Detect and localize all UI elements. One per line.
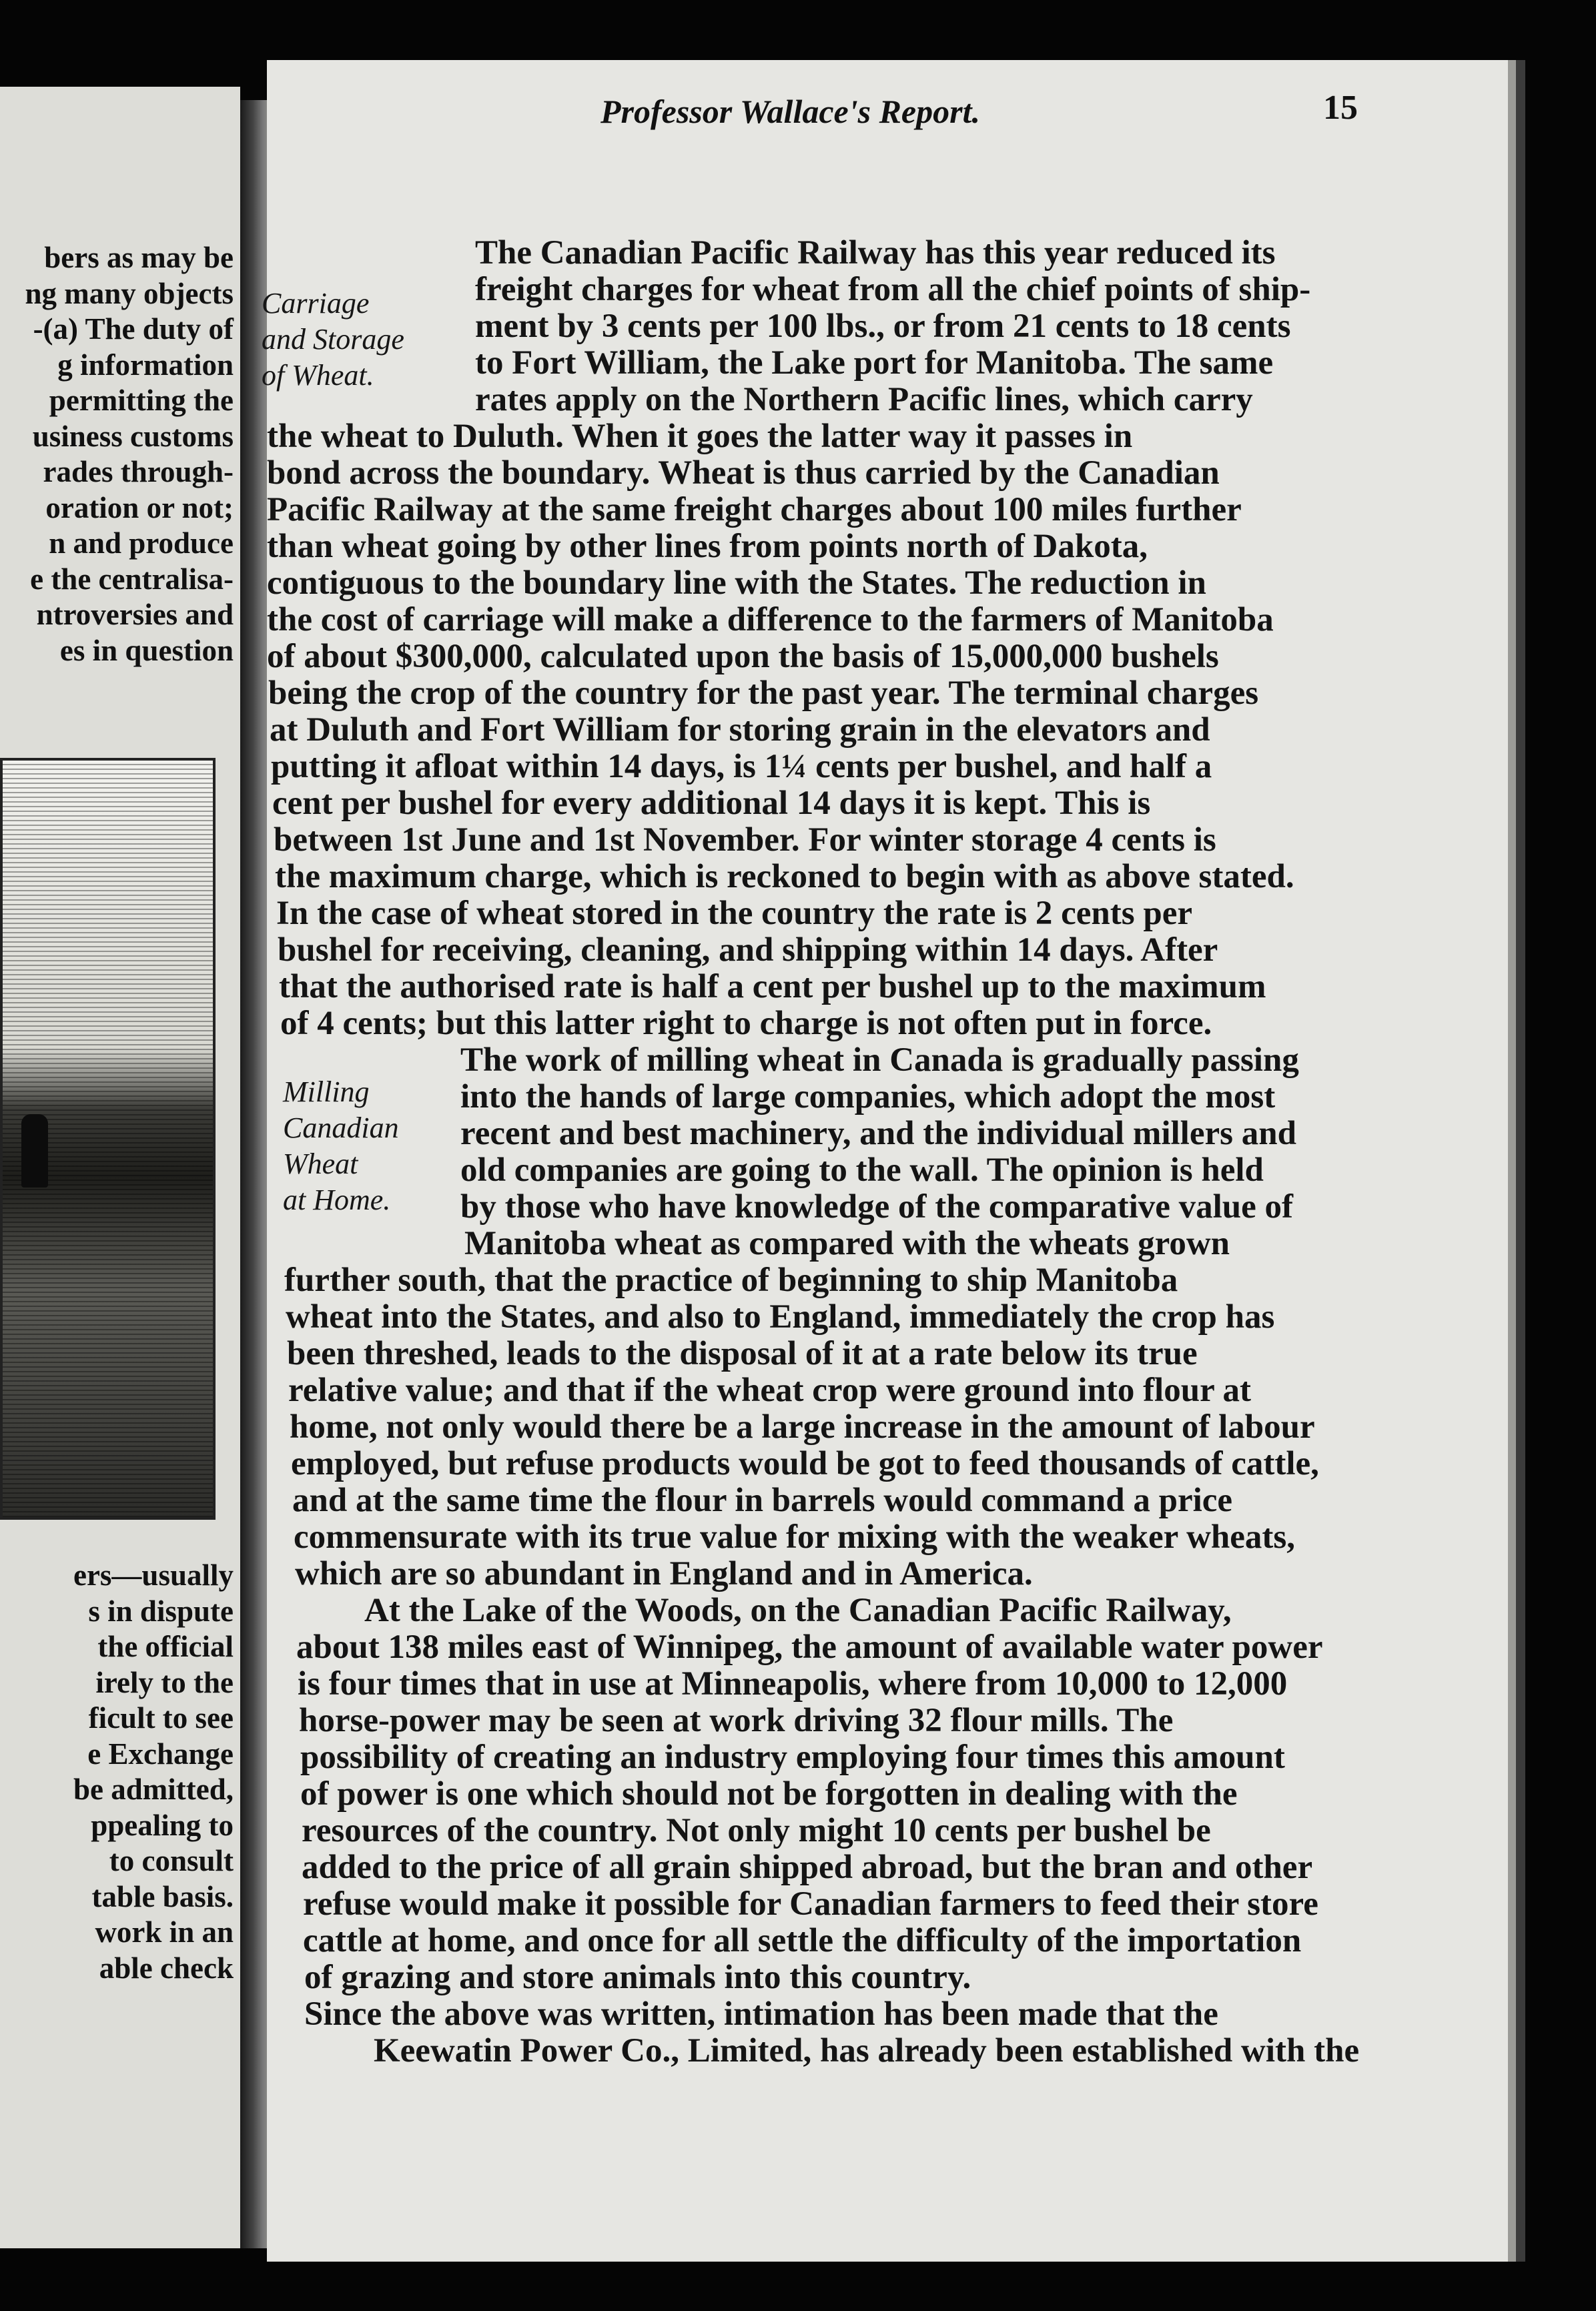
body-line: by those who have knowledge of the comparative value of	[460, 1188, 1294, 1226]
facing-line: ntroversies and	[36, 598, 234, 631]
facing-line: ers—usually	[73, 1558, 234, 1592]
facing-line: es in question	[59, 633, 234, 667]
body-line: bushel for receiving, cleaning, and shipping within 14 days. After	[278, 931, 1218, 969]
sidenote-line: Wheat	[283, 1147, 358, 1180]
facing-line: permitting the	[49, 384, 234, 417]
facing-line: be admitted,	[73, 1773, 234, 1806]
body-line: freight charges for wheat from all the chief points of ship-	[475, 271, 1311, 308]
sidenote-carriage	[262, 286, 404, 394]
body-line: refuse would make it possible for Canadian farmers to feed their store	[303, 1885, 1318, 1923]
figure-silhouette	[21, 1114, 48, 1188]
body-line: relative value; and that if the wheat crop were ground into flour at	[288, 1372, 1252, 1409]
body-line: being the crop of the country for the past year. The terminal charges	[268, 674, 1259, 712]
body-line: to Fort William, the Lake port for Manitoba. The same	[475, 344, 1274, 382]
facing-line: able check	[99, 1951, 234, 1985]
facing-line: ficult to see	[88, 1701, 234, 1735]
body-line: been threshed, leads to the disposal of it at a rate below its true	[287, 1335, 1198, 1372]
body-line: added to the price of all grain shipped abroad, but the bran and other	[302, 1849, 1313, 1886]
sidenote-milling	[283, 1074, 399, 1218]
body-line: of grazing and store animals into this country.	[304, 1959, 971, 1996]
body-line: Keewatin Power Co., Limited, has already been established with the	[374, 2032, 1360, 2069]
body-line: recent and best machinery, and the individual millers and	[460, 1115, 1296, 1152]
body-line: Since the above was written, intimation has been made that the	[304, 1995, 1218, 2033]
sidenote-line: Canadian	[283, 1111, 399, 1144]
facing-line: rades through-	[43, 455, 234, 488]
body-line: than wheat going by other lines from points north of Dakota,	[267, 528, 1148, 565]
body-line: bond across the boundary. Wheat is thus carried by the Canadian	[267, 454, 1220, 492]
body-line: The work of milling wheat in Canada is gradually passing	[460, 1041, 1299, 1079]
facing-line: oration or not;	[45, 490, 234, 524]
body-line: is four times that in use at Minneapolis, where from 10,000 to 12,000	[298, 1665, 1288, 1703]
facing-page	[0, 87, 240, 2248]
facing-line: s in dispute	[88, 1594, 234, 1628]
facing-line: the official	[97, 1630, 234, 1663]
facing-page-lower-text	[0, 1558, 234, 1986]
sidenote-line: and Storage	[262, 323, 404, 356]
body-line: horse-power may be seen at work driving 32 flour mills. The	[299, 1702, 1174, 1739]
body-line: between 1st June and 1st November. For winter storage 4 cents is	[274, 821, 1216, 859]
body-line: the wheat to Duluth. When it goes the latter way it passes in	[267, 418, 1133, 455]
facing-line: table basis.	[91, 1879, 234, 1913]
facing-line: bers as may be	[44, 241, 234, 274]
body-line: further south, that the practice of beginning to ship Manitoba	[284, 1262, 1178, 1299]
body-line: possibility of creating an industry employing four times this amount	[300, 1739, 1285, 1776]
facing-line: work in an	[95, 1915, 234, 1949]
facing-line: e the centralisa-	[30, 562, 234, 596]
sidenote-line: at Home.	[283, 1184, 391, 1216]
body-line: cattle at home, and once for all settle the difficulty of the importation	[303, 1922, 1302, 1959]
body-line: of power is one which should not be forgotten in dealing with the	[300, 1775, 1238, 1813]
body-line: commensurate with its true value for mixing with the weaker wheats,	[294, 1518, 1296, 1556]
body-line: ment by 3 cents per 100 lbs., or from 21 cents to 18 cents	[475, 308, 1291, 345]
facing-line: ng many objects	[25, 276, 234, 310]
body-line: At the Lake of the Woods, on the Canadian Pacific Railway,	[364, 1592, 1232, 1629]
sidenote-line: Carriage	[262, 287, 370, 320]
running-head: Professor Wallace's Report.	[601, 93, 980, 130]
body-line: cent per bushel for every additional 14 days it is kept. This is	[272, 785, 1151, 822]
body-line: of 4 cents; but this latter right to charge is not often put in force.	[280, 1005, 1212, 1042]
body-line: the maximum charge, which is reckoned to begin with as above stated.	[275, 858, 1294, 895]
facing-line: ppealing to	[91, 1808, 234, 1842]
facing-line: g information	[57, 348, 234, 382]
body-line: and at the same time the flour in barrels would command a price	[292, 1482, 1233, 1519]
body-line: about 138 miles east of Winnipeg, the amount of available water power	[296, 1629, 1323, 1666]
page-number: 15	[1323, 89, 1358, 127]
body-line: employed, but refuse products would be got to feed thousands of cattle,	[291, 1445, 1319, 1482]
body-line: Manitoba wheat as compared with the wheats grown	[464, 1225, 1230, 1262]
body-line: into the hands of large companies, which adopt the most	[460, 1078, 1276, 1115]
facing-line: n and produce	[49, 526, 234, 560]
body-line: home, not only would there be a large increase in the amount of labour	[290, 1408, 1315, 1446]
body-line: contiguous to the boundary line with the States. The reduction in	[267, 564, 1206, 602]
body-line: of about $300,000, calculated upon the basis of 15,000,000 bushels	[267, 638, 1219, 675]
body-line: at Duluth and Fort William for storing grain in the elevators and	[270, 711, 1210, 749]
body-line: In the case of wheat stored in the country the rate is 2 cents per	[276, 895, 1193, 932]
sidenote-line: Milling	[283, 1075, 370, 1108]
facing-line: irely to the	[95, 1665, 234, 1699]
body-line: Pacific Railway at the same freight charges about 100 miles further	[267, 491, 1242, 528]
body-line: old companies are going to the wall. The opinion is held	[460, 1151, 1264, 1189]
body-line: the cost of carriage will make a difference to the farmers of Manitoba	[267, 601, 1274, 638]
body-line: that the authorised rate is half a cent per bushel up to the maximum	[279, 968, 1266, 1005]
body-line: putting it afloat within 14 days, is 1¼ cents per bushel, and half a	[271, 748, 1212, 785]
body-line: resources of the country. Not only might 10 cents per bushel be	[302, 1812, 1211, 1849]
sidenote-line: of Wheat.	[262, 359, 374, 392]
facing-page-upper-text	[0, 240, 234, 668]
body-line: rates apply on the Northern Pacific lines, which carry	[475, 381, 1253, 418]
facing-line: usiness customs	[32, 419, 234, 453]
facing-line: to consult	[109, 1844, 234, 1877]
body-line: The Canadian Pacific Railway has this year reduced its	[475, 234, 1276, 272]
body-line: wheat into the States, and also to England, immediately the crop has	[286, 1298, 1275, 1336]
page-header	[324, 88, 1358, 135]
facing-line: e Exchange	[87, 1737, 234, 1771]
engraving-illustration	[0, 758, 216, 1520]
body-line: which are so abundant in England and in America.	[295, 1555, 1033, 1592]
facing-line: -(a) The duty of	[33, 312, 234, 346]
